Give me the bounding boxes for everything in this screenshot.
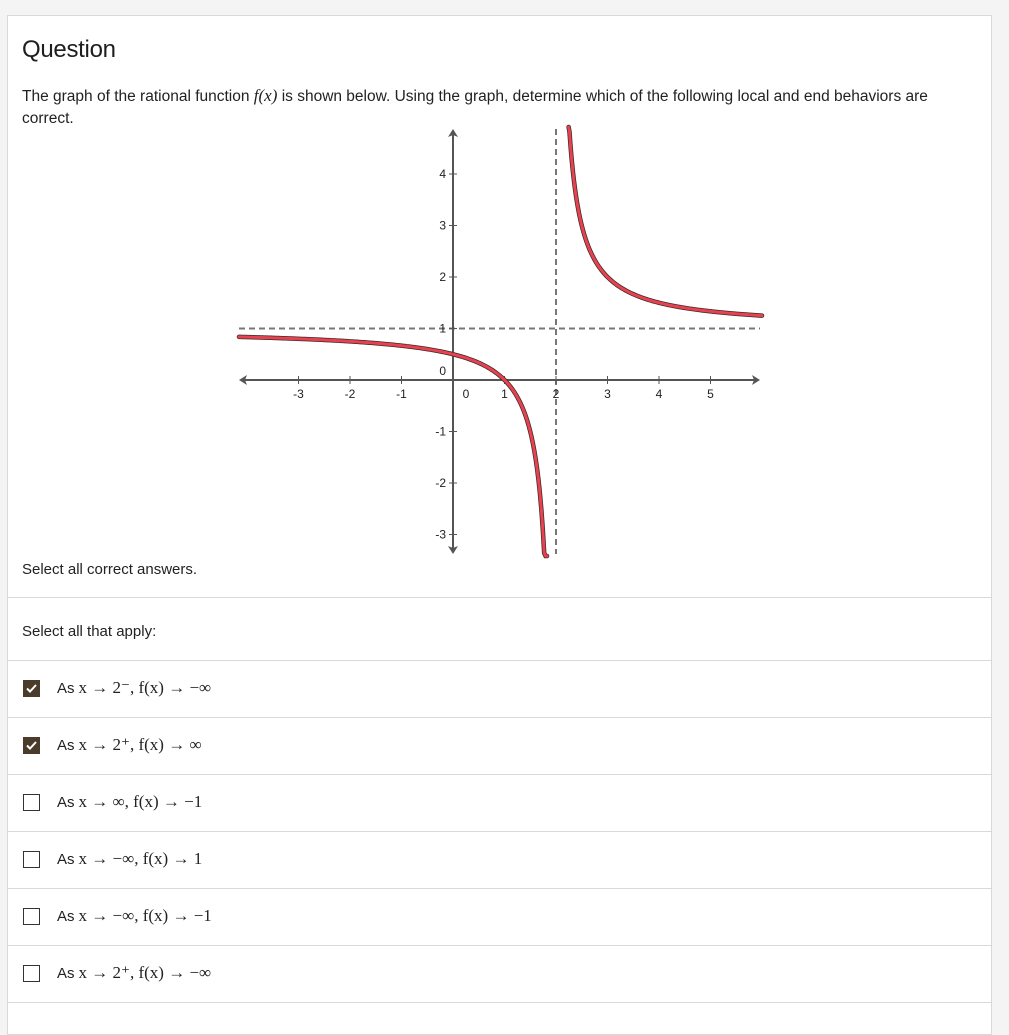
- y-tick-label: -2: [435, 476, 446, 490]
- x-tick-label: -2: [344, 387, 356, 401]
- option-prefix: As: [57, 965, 75, 982]
- option-prefix: As: [57, 794, 75, 811]
- option-text: [57, 963, 211, 983]
- function-graph: [8, 16, 993, 576]
- option-expression: x → 2⁺, f(x) → −∞: [78, 963, 212, 982]
- x-tick-label: -1: [396, 387, 407, 401]
- y-tick-label: 2: [439, 270, 446, 284]
- option-prefix: As: [57, 680, 75, 697]
- checkbox[interactable]: [23, 737, 40, 754]
- option-expression: x → −∞, f(x) → 1: [78, 849, 203, 868]
- x-tick-label: -3: [293, 387, 304, 401]
- answer-option[interactable]: [8, 718, 991, 775]
- option-prefix: As: [57, 908, 75, 925]
- function-name: f(x): [253, 86, 278, 105]
- select-apply-header: [8, 598, 991, 661]
- option-text: [57, 849, 202, 869]
- x-tick-label: 4: [655, 387, 663, 401]
- y-tick-label: 3: [439, 218, 446, 233]
- y-tick-label: 0: [439, 364, 446, 378]
- option-expression: x → 2⁻, f(x) → −∞: [78, 678, 212, 697]
- answer-option[interactable]: [8, 946, 991, 1003]
- x-tick-label: 0: [462, 387, 470, 401]
- option-text: [57, 906, 212, 926]
- curve-right-branch: [569, 127, 762, 316]
- x-tick-label: 3: [604, 387, 611, 401]
- y-tick-label: -1: [435, 424, 446, 439]
- question-section: [8, 16, 991, 598]
- option-text: [57, 735, 202, 755]
- checkbox[interactable]: [23, 851, 40, 868]
- check-icon: [25, 739, 38, 752]
- option-prefix: As: [57, 737, 75, 754]
- question-text-suffix: is shown below. Using the graph, determine which of the following local and end behaviors are correct.: [22, 88, 928, 127]
- select-apply-label: Select all that apply:: [22, 623, 157, 640]
- option-text: [57, 792, 202, 812]
- option-prefix: As: [57, 851, 75, 868]
- curve-left-branch: [239, 337, 547, 556]
- x-tick-label: 5: [707, 387, 714, 401]
- instruction-text: Select all correct answers.: [22, 561, 198, 578]
- x-tick-label: 2: [552, 387, 560, 401]
- curve-right-branch-outline: [569, 127, 762, 316]
- checkbox[interactable]: [23, 908, 40, 925]
- curve-left-branch-outline: [239, 337, 547, 556]
- question-card: [7, 15, 992, 1035]
- question-text-prefix: The graph of the rational function: [22, 88, 254, 105]
- y-tick-label: 1: [439, 321, 446, 336]
- check-icon: [25, 682, 38, 695]
- answer-options: [8, 661, 991, 1003]
- option-expression: x → −∞, f(x) → −1: [78, 906, 212, 925]
- checkbox[interactable]: [23, 965, 40, 982]
- answer-option[interactable]: [8, 889, 991, 946]
- checkbox[interactable]: [23, 680, 40, 697]
- answer-option[interactable]: [8, 775, 991, 832]
- question-title: Question: [22, 36, 116, 63]
- y-tick-label: 4: [439, 167, 446, 181]
- x-tick-label: 1: [501, 387, 508, 401]
- option-text: [57, 678, 211, 698]
- checkbox[interactable]: [23, 794, 40, 811]
- answer-option[interactable]: [8, 832, 991, 889]
- option-expression: x → 2⁺, f(x) → ∞: [78, 735, 202, 754]
- y-tick-label: -3: [435, 527, 446, 542]
- option-expression: x → ∞, f(x) → −1: [78, 792, 203, 811]
- answer-option[interactable]: [8, 661, 991, 718]
